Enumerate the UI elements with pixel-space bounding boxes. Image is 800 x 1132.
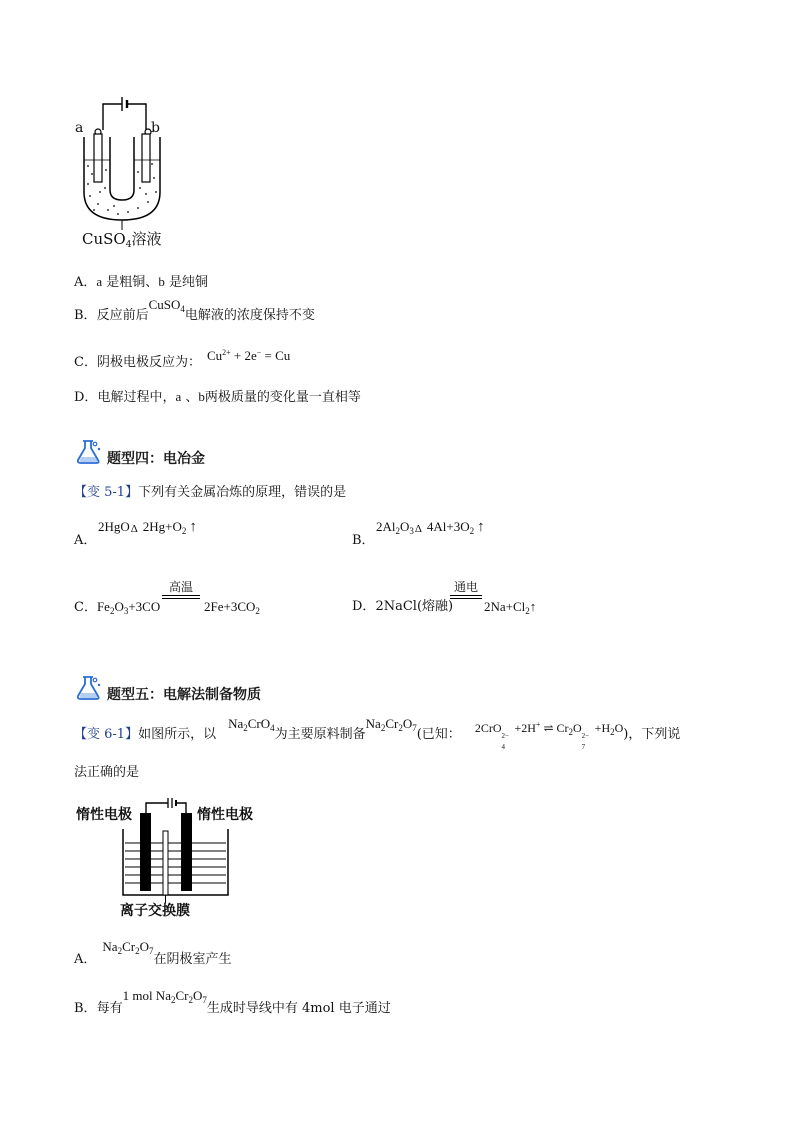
label-a: a [75,120,84,136]
condition-high-temp: 高温 [162,578,200,597]
right-electrode-label: 惰性电极 [197,807,253,823]
formula-na2cro4: $Na_2CrO_4$ [228,716,275,733]
section-title-5: 题型五：电解法制备物质 [107,687,261,703]
q6-option-a[interactable]: A．$Na_2Cr_2O_7$在阴极室产生 [74,939,232,967]
section-heading-5 [74,674,374,704]
cathode-equation: $Cu^{2+} + 2e^- = Cu$ [206,348,291,363]
section-heading-4 [74,438,374,468]
option-d[interactable]: D．电解过程中，a 、b两极质量的变化量一直相等 [74,389,361,405]
flask-icon [74,674,104,702]
electrolytic-cell-figure [76,795,276,917]
q5-option-a[interactable]: A． 2HgO Δ $2Hg+O_2$ ↑ [74,519,197,548]
q6-stem-line1: 【变 6-1】如图所示，以$Na_2CrO_4$为主要原料制备$Na_2Cr_2O_7$(已知： 2CrO 2− 4 +2H+ ⇌ $Cr_2O$ 2− 7 $+H_2O$)，下列说 [74,716,681,751]
membrane-label: 离子交换膜 [120,903,190,919]
section-title-4: 题型四：电冶金 [107,451,205,467]
q5-option-d[interactable]: D．2NaCl(熔融) 通电 $2Na+Cl_2↑$ [352,580,537,616]
equilibrium-equation: 2CrO 2− 4 +2H+ ⇌ $Cr_2O$ 2− 7 $+H_2O$ [474,720,624,751]
option-b[interactable]: B．反应前后CuSO$_4$电解液的浓度保持不变 [74,297,315,323]
formula-na2cr2o7: $Na_2Cr_2O_7$ [365,716,417,733]
q5-stem: 【变 5-1】下列有关金属冶炼的原理，错误的是 [74,485,347,500]
u-tube-figure [70,92,190,252]
option-c[interactable]: C．阴极电极反应为： $Cu^{2+} + 2e^- = Cu$ [74,348,291,370]
q6-stem-line2: 法正确的是 [74,765,140,780]
left-electrode-label: 惰性电极 [76,807,132,823]
q6-option-b[interactable]: B．每有1 mol $Na_2Cr_2O_7$生成时导线中有 4mol 电子通过 [74,988,391,1016]
condition-electrolysis: 通电 [450,578,482,597]
q5-option-c[interactable]: C．$Fe_2O_3+3CO$ 高温 $2Fe+3CO_2$ [74,580,260,616]
solution-label: CuSO$_4$溶液 [82,230,162,250]
option-a[interactable]: A．a 是粗铜、b 是纯铜 [74,274,208,290]
flask-icon [74,438,104,466]
label-b: b [151,120,160,136]
q5-option-b[interactable]: B． $2Al_2O_3$ Δ $4Al+3O_2$ ↑ [352,519,485,548]
